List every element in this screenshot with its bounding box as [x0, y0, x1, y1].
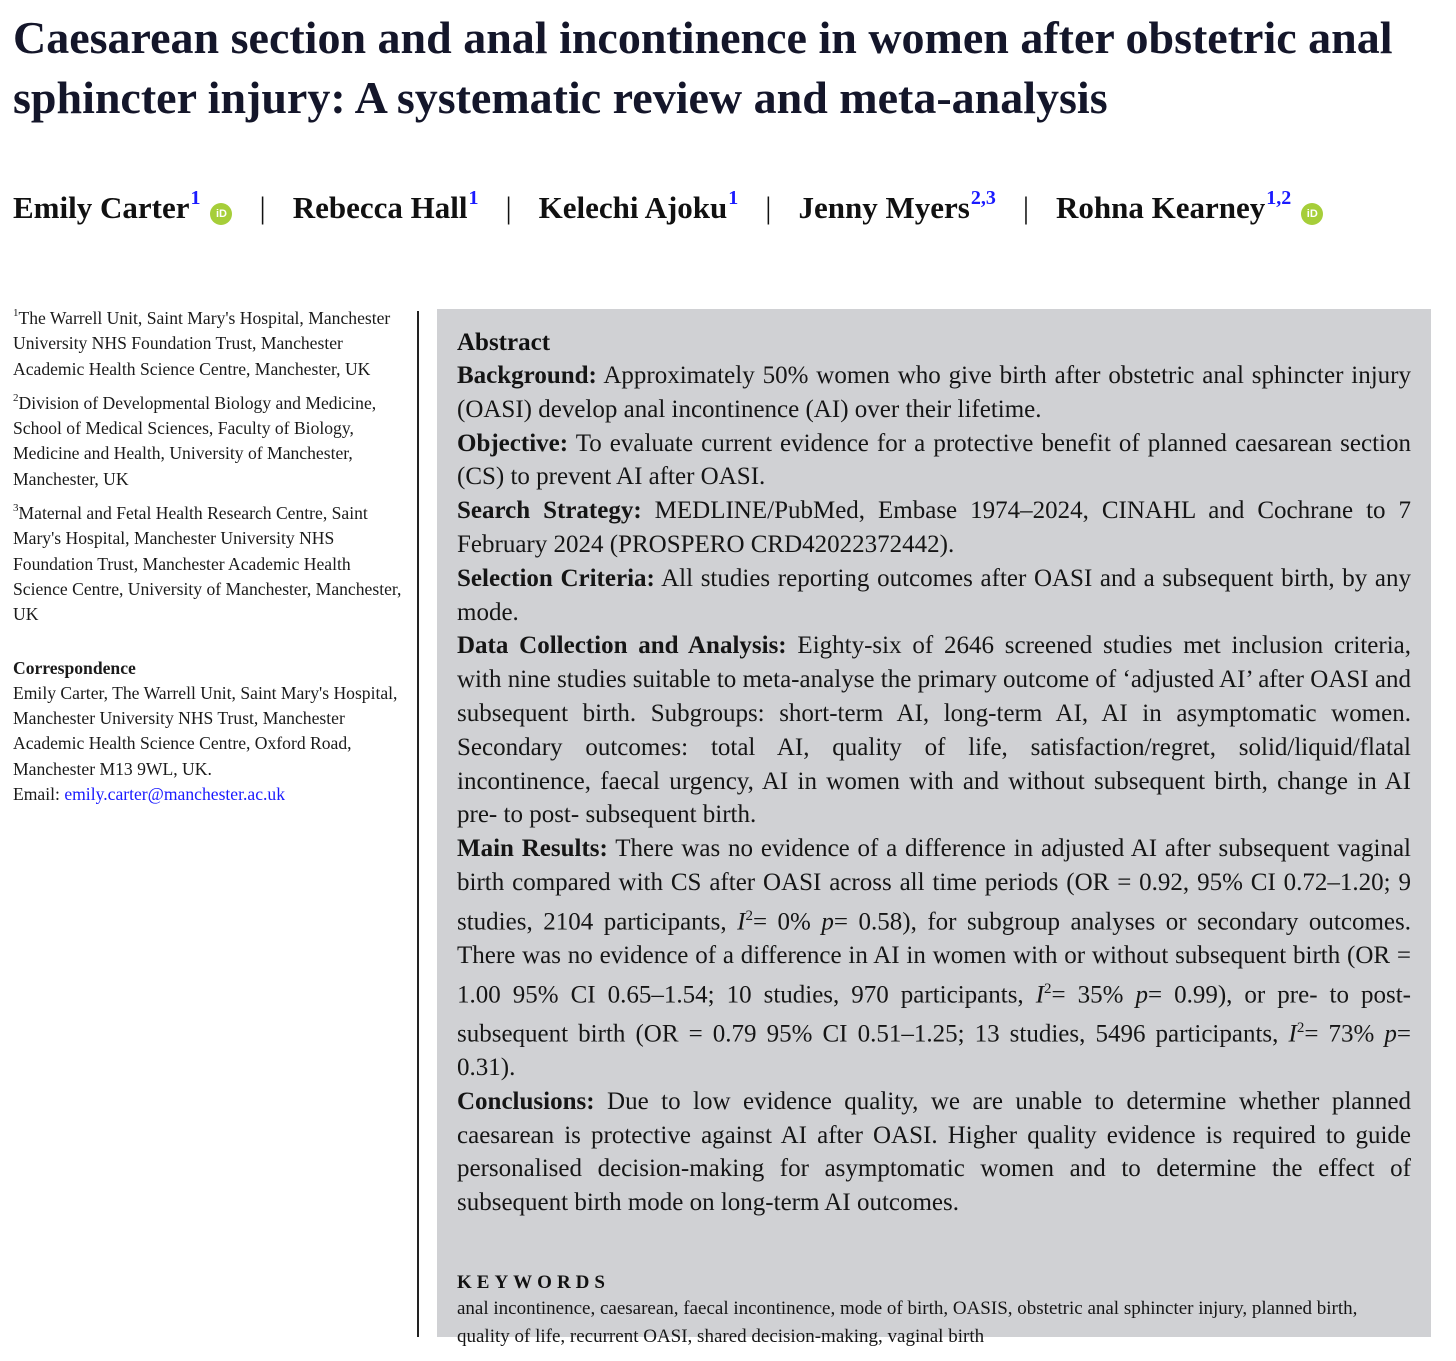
orcid-icon[interactable]: iD	[210, 203, 232, 225]
abstract-heading: Abstract	[457, 329, 551, 356]
column-divider	[417, 311, 419, 1337]
author-rohna-kearney	[1056, 187, 1323, 226]
author-jenny-myers	[798, 187, 996, 226]
author-separator: |	[765, 190, 772, 225]
article-title: Caesarean section and anal incontinence in women after obstetric anal sphincter injury: A systematic review and meta-analysis	[13, 12, 1393, 123]
correspondence-heading: Correspondence	[13, 657, 136, 678]
affiliation-2: $^2$Division of Developmental Biology and Medicine, School of Medical Sciences, Faculty of Biology, Medicine and Health, University of Manchester, Manchester, UK	[13, 391, 377, 489]
author-affiliation-sup[interactable]: 1	[468, 187, 479, 209]
abstract-search-strategy: Search Strategy: MEDLINE/PubMed, Embase 1974–2024, CINAHL and Cochrane to 7 February 2024 (PROSPERO CRD42022372442).	[457, 497, 1412, 558]
abstract-data-collection: Data Collection and Analysis: Eighty-six of 2646 screened studies met inclusion criteria, with nine studies suitable to meta-analyse the primary outcome of ‘adjusted AI’ after OASI and subsequent birth. Subgroups: short-term AI, long-term AI, AI in asymptomatic women. Secondary outcomes: total AI, quality of life, satisfaction/regret, solid/liquid/flatal incontinence, faecal urgency, AI in women with and without subsequent birth, change in AI pre- to post- subsequent birth.	[457, 632, 1411, 829]
keywords-heading: KEYWORDS	[457, 1271, 610, 1293]
author-affiliation-sup[interactable]: 2,3	[970, 187, 996, 209]
affiliation-1: $^1$The Warrell Unit, Saint Mary's Hospital, Manchester University NHS Foundation Trust, Manchester Academic Health Science Centre, Manchester, UK	[13, 307, 391, 379]
affiliations-column	[13, 306, 405, 807]
author-kelechi-ajoku	[538, 187, 739, 226]
author-name: Rohna Kearney	[1056, 190, 1266, 225]
email-link[interactable]: emily.carter@manchester.ac.uk	[64, 784, 286, 805]
correspondence-address: Emily Carter, The Warrell Unit, Saint Mary's Hospital, Manchester University NHS Trust, Manchester Academic Health Science Centre, Oxford Road, Manchester M13 9WL, UK.	[13, 682, 398, 779]
author-name: Rebecca Hall	[292, 190, 468, 225]
affiliation-3: $^3$Maternal and Fetal Health Research Centre, Saint Mary's Hospital, Manchester University NHS Foundation Trust, Manchester Academic Health Science Centre, University of Manchester, Manchester, UK	[13, 502, 402, 625]
author-name: Kelechi Ajoku	[538, 190, 728, 225]
author-name: Jenny Myers	[798, 190, 970, 225]
abstract-selection-criteria: Selection Criteria: All studies reporting outcomes after OASI and a subsequent birth, by any mode.	[457, 564, 1411, 626]
author-separator: |	[1022, 190, 1030, 225]
abstract-background: Background: Approximately 50% women who give birth after obstetric anal sphincter injury (OASI) develop anal incontinence (AI) over their lifetime.	[457, 362, 1411, 423]
author-rebecca-hall	[292, 187, 479, 226]
abstract-box	[437, 309, 1431, 1347]
correspondence-email-line: Email: emily.carter@manchester.ac.uk	[13, 784, 286, 805]
author-separator: |	[259, 190, 266, 225]
author-list	[13, 187, 1443, 240]
author-name: Emily Carter	[13, 190, 190, 225]
abstract-objective: Objective: To evaluate current evidence for a protective benefit of planned caesarean section (CS) to prevent AI after OASI.	[457, 429, 1411, 491]
abstract-conclusions: Conclusions: Due to low evidence quality, we are unable to determine whether planned caesarean is protective against AI after OASI. Higher quality evidence is required to guide personalised decision-making for asymptomatic women and to determine the effect of subsequent birth mode on long-term AI outcomes.	[457, 1087, 1411, 1217]
author-affiliation-sup[interactable]: 1	[728, 187, 739, 209]
orcid-icon[interactable]: iD	[1301, 203, 1323, 225]
keywords-text: anal incontinence, caesarean, faecal incontinence, mode of birth, OASIS, obstetric anal sphincter injury, planned birth, quality of life, recurrent OASI, shared decision-making, vaginal birth	[457, 1297, 1358, 1347]
abstract-main-results: Main Results: There was no evidence of a difference in adjusted AI after subsequent vaginal birth compared with CS after OASI across all time periods (OR = 0.92, 95% CI 0.72–1.20; 9 studies, 2104 participants, $I^2= 0\%$ p= 0.58), for subgroup analyses or secondary outcomes. There was no evidence of a difference in AI in women with or without subsequent birth (OR = 1.00 95% CI 0.65–1.54; 10 studies, 970 participants, $I^2= 35\%$ p= 0.99), or pre- to post- subsequent birth (OR = 0.79 95% CI 0.51–1.25; 13 studies, 5496 participants, $I^2= 73\%$ p= 0.31).	[457, 835, 1411, 1081]
author-affiliation-sup[interactable]: 1,2	[1266, 187, 1292, 209]
author-separator: |	[505, 190, 512, 225]
author-emily-carter	[13, 187, 232, 226]
author-affiliation-sup[interactable]: 1	[190, 187, 201, 209]
